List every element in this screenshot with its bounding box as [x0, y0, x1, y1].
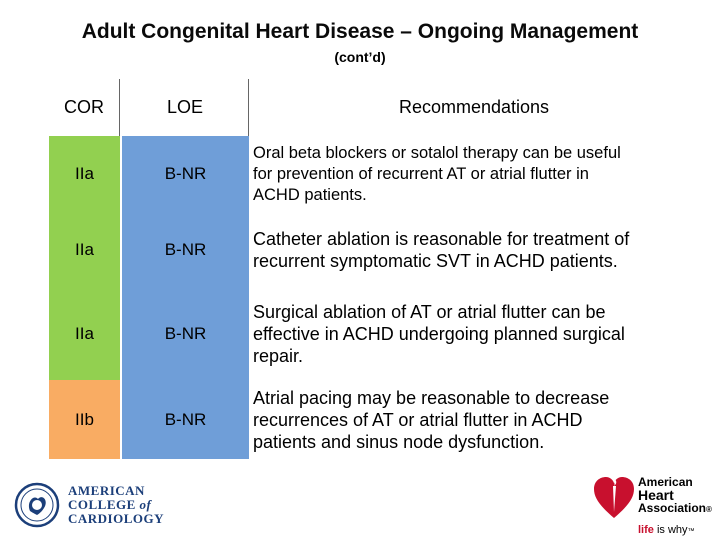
recommendation-text: [249, 212, 699, 288]
recommendation-line: effective in ACHD undergoing planned surgical: [253, 324, 625, 344]
aha-line-3: Association®: [638, 501, 712, 515]
aha-tagline: life is why™: [638, 524, 695, 536]
loe-value: B-NR: [122, 288, 249, 380]
acc-line-2: COLLEGE of: [68, 497, 152, 512]
cor-value: IIb: [49, 380, 120, 459]
acc-line-1: AMERICAN: [68, 483, 145, 498]
recommendations-table: [49, 79, 699, 459]
recommendation-line: recurrences of AT or atrial flutter in ACHD: [253, 409, 583, 430]
recommendation-line: Oral beta blockers or sotalol therapy can be useful: [253, 143, 621, 162]
loe-value: B-NR: [122, 380, 249, 459]
aha-line-2: Heart: [638, 487, 674, 503]
page-title: Adult Congenital Heart Disease – Ongoing Management: [81, 20, 639, 43]
recommendation-line: repair.: [253, 346, 304, 366]
recommendation-text: [249, 288, 699, 380]
page-subtitle: (cont’d): [334, 49, 386, 65]
cor-value: IIa: [49, 212, 120, 288]
loe-value: B-NR: [122, 136, 249, 212]
loe-value: B-NR: [122, 212, 249, 288]
aha-logo: [590, 470, 715, 538]
recommendation-line: for prevention of recurrent AT or atrial flutter in: [253, 164, 589, 183]
recommendation-line: Surgical ablation of AT or atrial flutter can be: [253, 302, 606, 322]
aha-heart-torch-icon: [592, 474, 636, 520]
cor-value: IIa: [49, 136, 120, 212]
cor-value: IIa: [49, 288, 120, 380]
header-recommendations: Recommendations: [398, 97, 550, 117]
recommendation-line: patients and sinus node dysfunction.: [253, 431, 545, 452]
recommendation-line: recurrent symptomatic SVT in ACHD patients.: [253, 251, 618, 271]
recommendation-text: [249, 380, 699, 459]
header-cor: COR: [49, 79, 120, 136]
header-loe: LOE: [122, 79, 249, 136]
recommendation-line: ACHD patients.: [253, 185, 367, 204]
recommendation-text: [249, 136, 699, 212]
acc-logo: [14, 480, 164, 530]
acc-seal-icon: [14, 482, 60, 528]
recommendation-line: Atrial pacing may be reasonable to decrease: [253, 387, 610, 408]
aha-line-1: American: [638, 475, 693, 489]
acc-line-3: CARDIOLOGY: [68, 511, 165, 526]
recommendation-line: Catheter ablation is reasonable for treatment of: [253, 229, 630, 249]
